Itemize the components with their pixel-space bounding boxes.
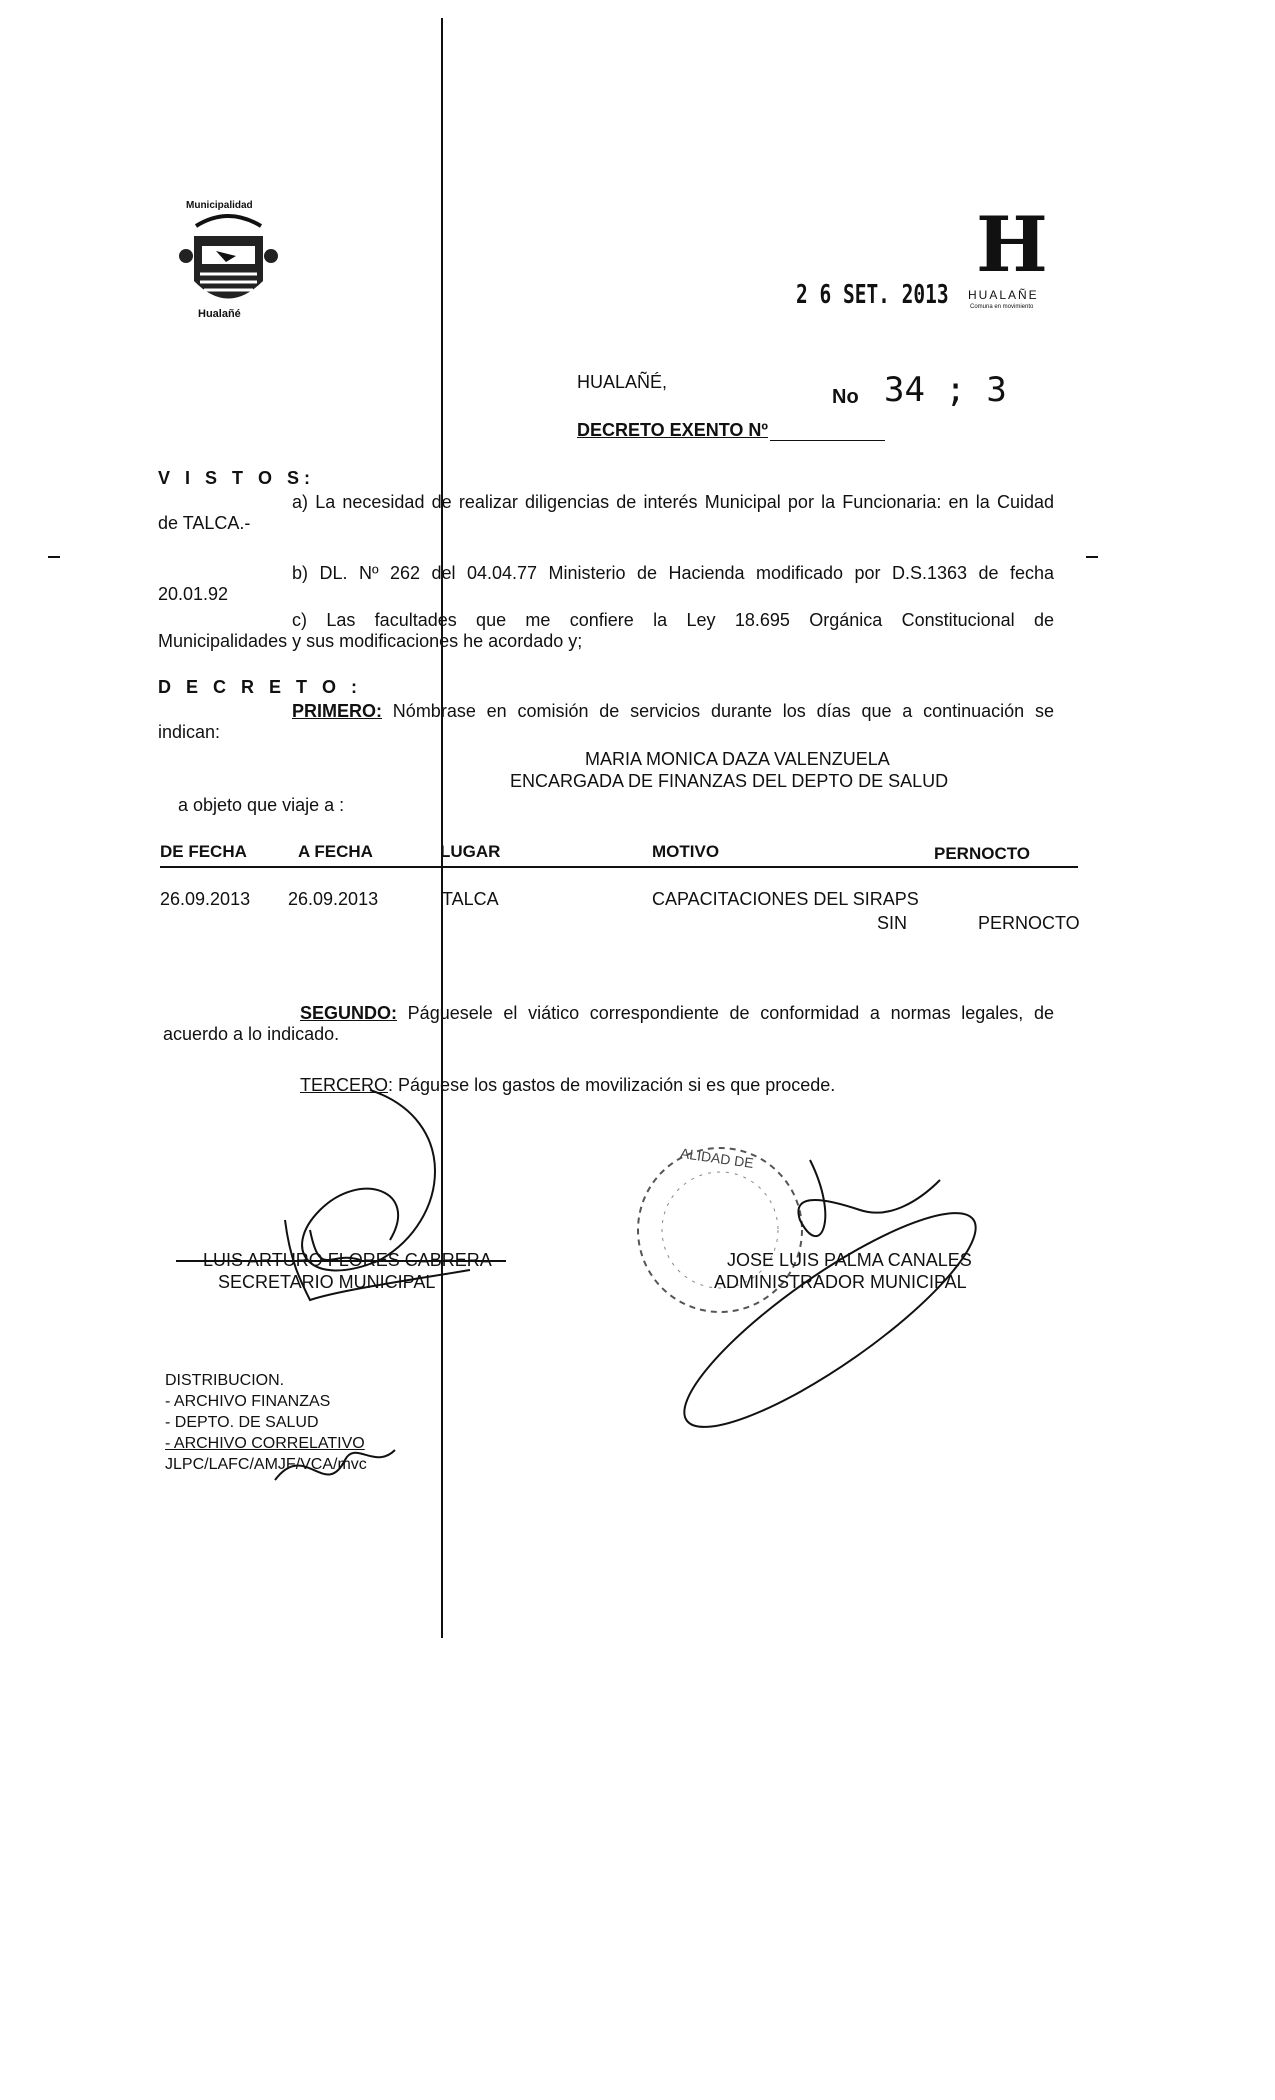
vistos-item-a-line2: de TALCA.- <box>158 513 251 533</box>
crest-bottom-text: Hualañé <box>198 308 241 320</box>
table-cell-a-fecha: 26.09.2013 <box>288 889 379 909</box>
vistos-heading: V I S T O S: <box>158 468 316 488</box>
hualane-brand-logo <box>966 200 1066 314</box>
brand-letter: H <box>976 200 1048 289</box>
table-header-rule <box>160 866 1078 868</box>
scan-mark <box>1086 556 1098 558</box>
stamp-date: 2 6 SET. 2013 <box>796 280 949 310</box>
segundo-continuation: acuerdo a lo indicado. <box>163 1024 340 1044</box>
table-header-lugar: LUGAR <box>440 842 501 861</box>
table-cell-motivo: CAPACITACIONES DEL SIRAPS <box>652 889 919 909</box>
initials-signature-icon <box>265 1430 405 1510</box>
scan-vertical-line <box>441 18 443 1638</box>
table-cell-de-fecha: 26.09.2013 <box>160 889 251 909</box>
distribution-item: - ARCHIVO CORRELATIVO <box>165 1435 365 1452</box>
vistos-item-c-line2: Municipalidades y sus modificaciones he acordado y; <box>158 631 583 651</box>
tercero-label: TERCERO <box>300 1075 389 1095</box>
crest-emblem-icon <box>176 196 281 326</box>
brand-name: HUALAÑE <box>968 288 1039 302</box>
vistos-item-a-line1: a) La necesidad de realizar diligencias de interés Municipal por la Funcionaria: en la Cuidad <box>292 492 1054 512</box>
primero-label: PRIMERO: <box>292 701 382 721</box>
table-cell-pernocto-sin: SIN <box>877 913 908 933</box>
table-cell-lugar: TALCA <box>442 889 499 909</box>
segundo-paragraph <box>300 1003 1054 1024</box>
scan-mark <box>48 556 60 558</box>
municipal-crest <box>176 196 281 326</box>
vistos-item-b-line2: 20.01.92 <box>158 584 229 604</box>
primero-text: Nómbrase en comisión de servicios durante los días que a continuación se <box>382 701 1054 721</box>
seal-text: ALIDAD DE <box>679 1144 755 1172</box>
tercero-text: : Páguese los gastos de movilización si es que procede. <box>388 1075 836 1095</box>
person-role: ENCARGADA DE FINANZAS DEL DEPTO DE SALUD <box>510 771 949 791</box>
decree-number-handwritten: 34 ; 3 <box>884 370 1007 410</box>
vistos-item-b-line1: b) DL. Nº 262 del 04.04.77 Ministerio de Hacienda modificado por D.S.1363 de fecha <box>292 563 1054 583</box>
table-header-motivo: MOTIVO <box>652 842 720 861</box>
decree-place: HUALAÑÉ, <box>577 372 668 392</box>
distribution-item: - ARCHIVO FINANZAS <box>165 1393 331 1410</box>
distribution-heading: DISTRIBUCION. <box>165 1372 285 1389</box>
table-header-de-fecha: DE FECHA <box>160 842 247 861</box>
left-signatory-name: LUIS ARTURO FLORES CABRERA <box>203 1250 492 1270</box>
right-signatory-name: JOSE LUIS PALMA CANALES <box>727 1250 972 1270</box>
primero-paragraph <box>292 701 1054 722</box>
right-signatory-role: ADMINISTRADOR MUNICIPAL <box>714 1272 967 1292</box>
table-header-a-fecha: A FECHA <box>298 842 373 861</box>
table-header-pernocto: PERNOCTO <box>934 844 1031 863</box>
decree-title: DECRETO EXENTO Nº <box>577 420 768 440</box>
segundo-text: Páguesele el viático correspondiente de conformidad a normas legales, de <box>397 1003 1054 1023</box>
segundo-label: SEGUNDO: <box>300 1003 398 1023</box>
vistos-item-c-line1: c) Las facultades que me confiere la Ley 18.695 Orgánica Constitucional de <box>292 610 1054 630</box>
brand-tagline: Comuna en movimiento <box>970 304 1034 310</box>
distribution-initials: JLPC/LAFC/AMJF/VCA/mvc <box>165 1456 367 1473</box>
primero-continuation: indican: <box>158 722 221 742</box>
decree-number-prefix: No <box>832 386 859 408</box>
decreto-heading: D E C R E T O : <box>158 677 363 697</box>
person-name: MARIA MONICA DAZA VALENZUELA <box>585 749 890 769</box>
decree-number-underline <box>770 440 885 441</box>
table-cell-pernocto: PERNOCTO <box>978 913 1080 933</box>
distribution-item: - DEPTO. DE SALUD <box>165 1414 319 1431</box>
crest-top-text: Municipalidad <box>186 200 253 211</box>
travel-intro: a objeto que viaje a : <box>178 795 345 815</box>
left-signatory-role: SECRETARIO MUNICIPAL <box>218 1272 436 1292</box>
